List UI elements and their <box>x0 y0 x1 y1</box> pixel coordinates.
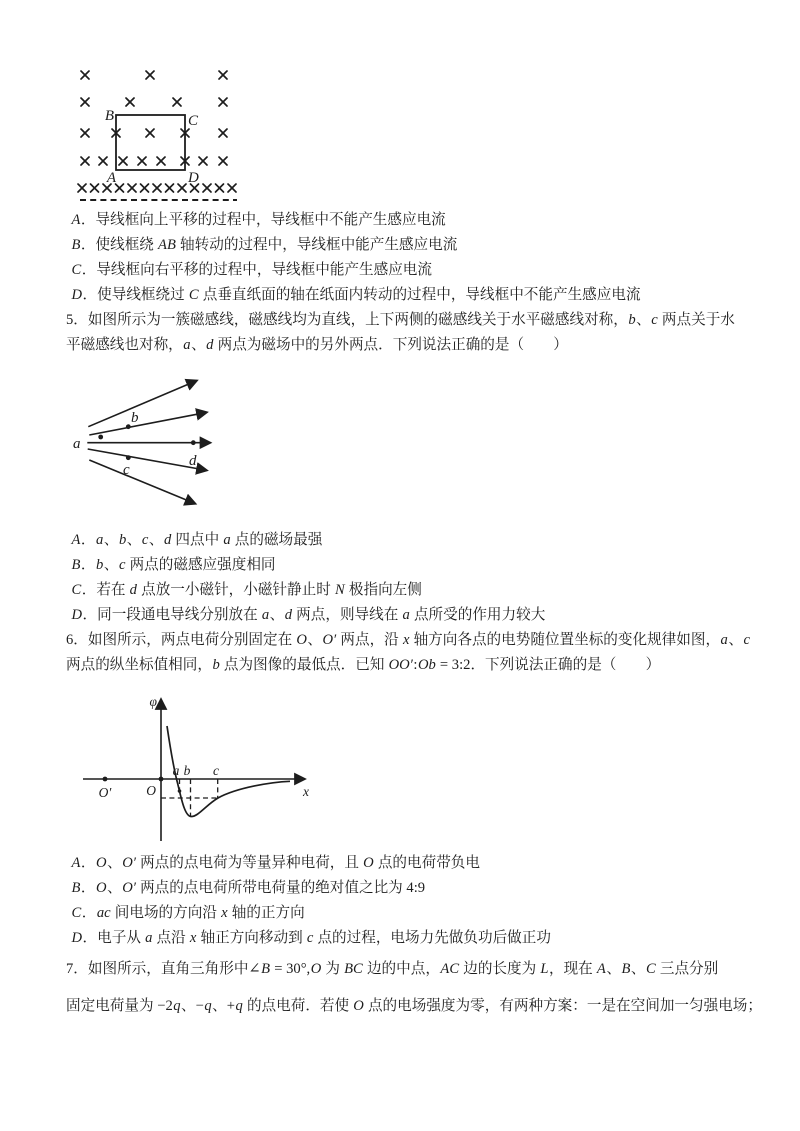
question-6-stem <box>66 628 750 678</box>
x-axis-label: x <box>303 784 309 799</box>
field-cross-marks <box>78 71 236 192</box>
question-4-options <box>66 208 744 308</box>
q6-option-b: B．O、O′ 两点的点电荷所带电荷量的绝对值之比为 4:9 <box>71 880 426 896</box>
point-c-dot <box>126 455 131 460</box>
question-7-stem <box>66 951 762 1025</box>
q5-option-c: C．若在 d 点放一小磁针，小磁针静止时 N 极指向左侧 <box>71 582 422 598</box>
question-5-options <box>66 528 744 628</box>
label-o: O <box>146 783 156 798</box>
label-b: b <box>131 410 139 426</box>
field-line-1 <box>88 381 197 427</box>
label-b: b <box>183 763 191 778</box>
label-c: c <box>123 462 130 478</box>
phi-axis-label: φ <box>149 694 157 709</box>
q6-stem-line-2: 两点的纵坐标值相同，b 点为图像的最低点．已知 OO′:Ob = 3:2．下列说法正确的是（ ） <box>66 657 661 673</box>
q7-stem-line-2: 固定电荷量为 −2q、−q、+q 的点电荷．若使 O 点的电场强度为零，有两种方案：一是在空间加一匀强电场； <box>66 998 762 1014</box>
corner-label-b: B <box>104 108 114 124</box>
q6-option-c: C．ac 间电场的方向沿 x 轴的正方向 <box>71 905 305 921</box>
wire-frame-abcd <box>116 115 185 170</box>
q4-option-a: A．导线框向上平移的过程中，导线框中不能产生感应电流 <box>71 212 446 228</box>
q4-option-c: C．导线框向右平移的过程中，导线框中能产生感应电流 <box>71 262 432 278</box>
q5-option-d: D．同一段通电导线分别放在 a、d 两点，则导线在 a 点所受的作用力较大 <box>71 607 546 623</box>
field-line-2 <box>89 412 207 435</box>
q6-stem-line-1: 6．如图所示，两点电荷分别固定在 O、O′ 两点，沿 x 轴方向各点的电势随位置坐标的变化规律如图，a、c <box>66 632 750 648</box>
label-o-prime: O′ <box>98 785 112 800</box>
label-c: c <box>213 763 219 778</box>
label-a: a <box>172 763 180 778</box>
point-d-dot <box>191 440 196 445</box>
point-o-prime-dot <box>103 777 108 782</box>
q5-option-b: B．b、c 两点的磁感应强度相同 <box>71 557 276 573</box>
field-line-5 <box>89 460 195 504</box>
question-6-options <box>66 851 744 951</box>
point-a-curve-dot <box>178 789 182 793</box>
q6-option-d: D．电子从 a 点沿 x 轴正方向移动到 c 点的过程，电场力先做负功后做正功 <box>71 930 551 946</box>
label-d: d <box>189 453 197 469</box>
q7-stem-line-1: 7．如图所示，直角三角形中∠B = 30°,O 为 BC 边的中点，AC 边的长度为 L，现在 A、B、C 三点分别 <box>66 961 719 977</box>
q4-option-b: B．使线框绕 AB 轴转动的过程中，导线框中能产生感应电流 <box>71 237 458 253</box>
potential-graph-figure <box>75 693 315 848</box>
construction-dashed-lines <box>161 779 218 817</box>
q5-option-a: A．a、b、c、d 四点中 a 点的磁场最强 <box>71 532 323 548</box>
q5-stem-line-2: 平磁感线也对称，a、d 两点为磁场中的另外两点．下列说法正确的是（ ） <box>66 337 568 353</box>
point-b-dot <box>126 424 131 429</box>
label-a: a <box>73 436 81 452</box>
point-a-dot <box>98 435 103 440</box>
point-o-dot <box>159 777 164 782</box>
q4-option-d: D．使导线框绕过 C 点垂直纸面的轴在纸面内转动的过程中，导线框中不能产生感应电流 <box>71 287 641 303</box>
corner-label-a: A <box>106 170 116 186</box>
corner-label-c: C <box>188 113 199 129</box>
magnetic-field-figure <box>60 62 245 208</box>
question-5-stem <box>66 308 744 358</box>
corner-label-d: D <box>188 170 199 186</box>
field-lines-figure <box>60 370 240 510</box>
q5-stem-line-1: 5．如图所示为一簇磁感线，磁感线均为直线，上下两侧的磁感线关于水平磁感线对称，b、c 两点关于水 <box>66 312 735 328</box>
q6-option-a: A．O、O′ 两点的点电荷为等量异种电荷，且 O 点的电荷带负电 <box>71 855 480 871</box>
